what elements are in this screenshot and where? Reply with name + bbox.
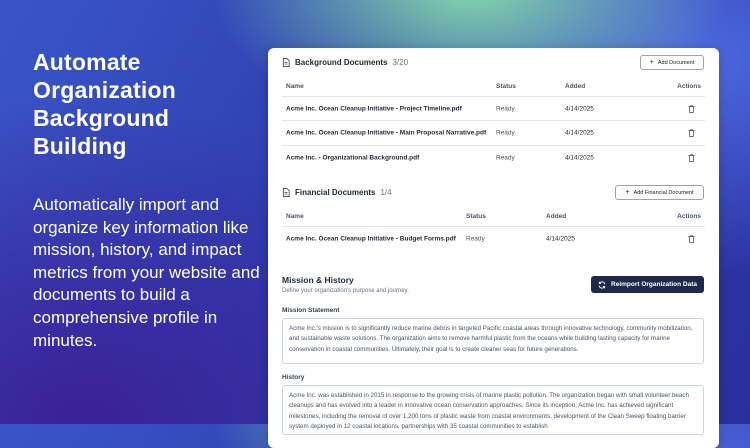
document-name[interactable]: Acme Inc. Ocean Cleanup Initiative - Budget Forms.pdf bbox=[286, 235, 456, 242]
plus-icon: + bbox=[649, 59, 654, 66]
document-icon bbox=[282, 58, 290, 67]
column-actions: Actions bbox=[677, 83, 701, 90]
column-name: Name bbox=[286, 83, 304, 90]
history-textarea[interactable]: Acme Inc. was established in 2015 in response to the growing crisis of marine plastic pollution. The organization began with small volunteer beach cleanups and has evolved into a leader in innovative ocean conservation approaches. Since its inception, Acme Inc. has achieved significant milestones, including the removal of over 1,200 tons of plastic waste from coastal environments, development of the Clean Sweep floating barrier system deployed in 12 coastal locations, partnerships with 35 coastal communities to establish bbox=[282, 385, 704, 435]
document-name[interactable]: Acme Inc. Ocean Cleanup Initiative - Project Timeline.pdf bbox=[286, 105, 462, 112]
add-financial-document-label: Add Financial Document bbox=[633, 189, 694, 196]
document-added-date: 4/14/2025 bbox=[565, 129, 594, 136]
hero-section bbox=[33, 48, 263, 352]
refresh-icon bbox=[598, 281, 606, 289]
financial-documents-header bbox=[282, 188, 392, 197]
reimport-organization-data-button[interactable] bbox=[591, 276, 704, 293]
mission-statement-label: Mission Statement bbox=[282, 307, 340, 314]
reimport-label: Reimport Organization Data bbox=[611, 281, 697, 288]
column-added: Added bbox=[565, 83, 586, 90]
financial-documents-count: 1/4 bbox=[380, 188, 392, 197]
add-financial-document-button[interactable] bbox=[615, 185, 704, 200]
background-documents-count: 3/20 bbox=[392, 58, 409, 67]
document-added-date: 4/14/2025 bbox=[565, 105, 594, 112]
trash-icon bbox=[688, 235, 695, 243]
document-name[interactable]: Acme Inc. - Organizational Background.pdf bbox=[286, 154, 420, 161]
trash-icon bbox=[688, 154, 695, 162]
financial-documents-title: Financial Documents bbox=[295, 188, 376, 197]
document-added-date: 4/14/2025 bbox=[565, 154, 594, 161]
history-label: History bbox=[282, 374, 305, 381]
delete-button[interactable] bbox=[688, 154, 695, 162]
column-actions: Actions bbox=[677, 213, 701, 220]
add-document-button[interactable] bbox=[640, 55, 704, 70]
trash-icon bbox=[688, 105, 695, 113]
organization-profile-panel bbox=[268, 48, 719, 448]
table-row bbox=[282, 96, 705, 120]
document-status: Ready bbox=[496, 105, 515, 112]
table-row bbox=[282, 145, 705, 169]
column-added: Added bbox=[546, 213, 567, 220]
document-status: Ready bbox=[466, 235, 485, 242]
background-documents-table-header bbox=[282, 83, 705, 93]
document-status: Ready bbox=[496, 129, 515, 136]
plus-icon: + bbox=[625, 189, 630, 196]
mission-statement-textarea[interactable]: Acme Inc.'s mission is to significantly reduce marine debris in targeted Pacific coastal areas through innovative technology, community mobilization, and sustainable waste solutions. The organization aims to remove harmful plastic from the oceans while building lasting capacity for marine conservation in coastal communities. Ultimately, their goal is to create cleaner seas for future generations. bbox=[282, 318, 704, 364]
document-status: Ready bbox=[496, 154, 515, 161]
column-status: Status bbox=[496, 83, 516, 90]
column-status: Status bbox=[466, 213, 486, 220]
hero-title: Automate Organization Background Building bbox=[33, 49, 176, 159]
table-row bbox=[282, 226, 705, 250]
delete-button[interactable] bbox=[688, 105, 695, 113]
trash-icon bbox=[688, 129, 695, 137]
hero-description: Automatically import and organize key information like mission, history, and impact metrics from your website and documents to build a comprehensive profile in minutes. bbox=[33, 195, 260, 350]
add-document-label: Add Document bbox=[657, 59, 695, 66]
mission-history-subtitle: Define your organization's purpose and journey. bbox=[282, 288, 409, 294]
delete-button[interactable] bbox=[688, 129, 695, 137]
financial-documents-table-header bbox=[282, 213, 705, 223]
column-name: Name bbox=[286, 213, 304, 220]
background-documents-header bbox=[282, 58, 408, 67]
document-name[interactable]: Acme Inc. Ocean Cleanup Initiative - Main Proposal Narrative.pdf bbox=[286, 129, 487, 136]
table-row bbox=[282, 120, 705, 144]
document-icon bbox=[282, 188, 290, 197]
delete-button[interactable] bbox=[688, 235, 695, 243]
document-added-date: 4/14/2025 bbox=[546, 235, 575, 242]
mission-history-title: Mission & History bbox=[282, 275, 354, 285]
background-documents-title: Background Documents bbox=[295, 58, 388, 67]
